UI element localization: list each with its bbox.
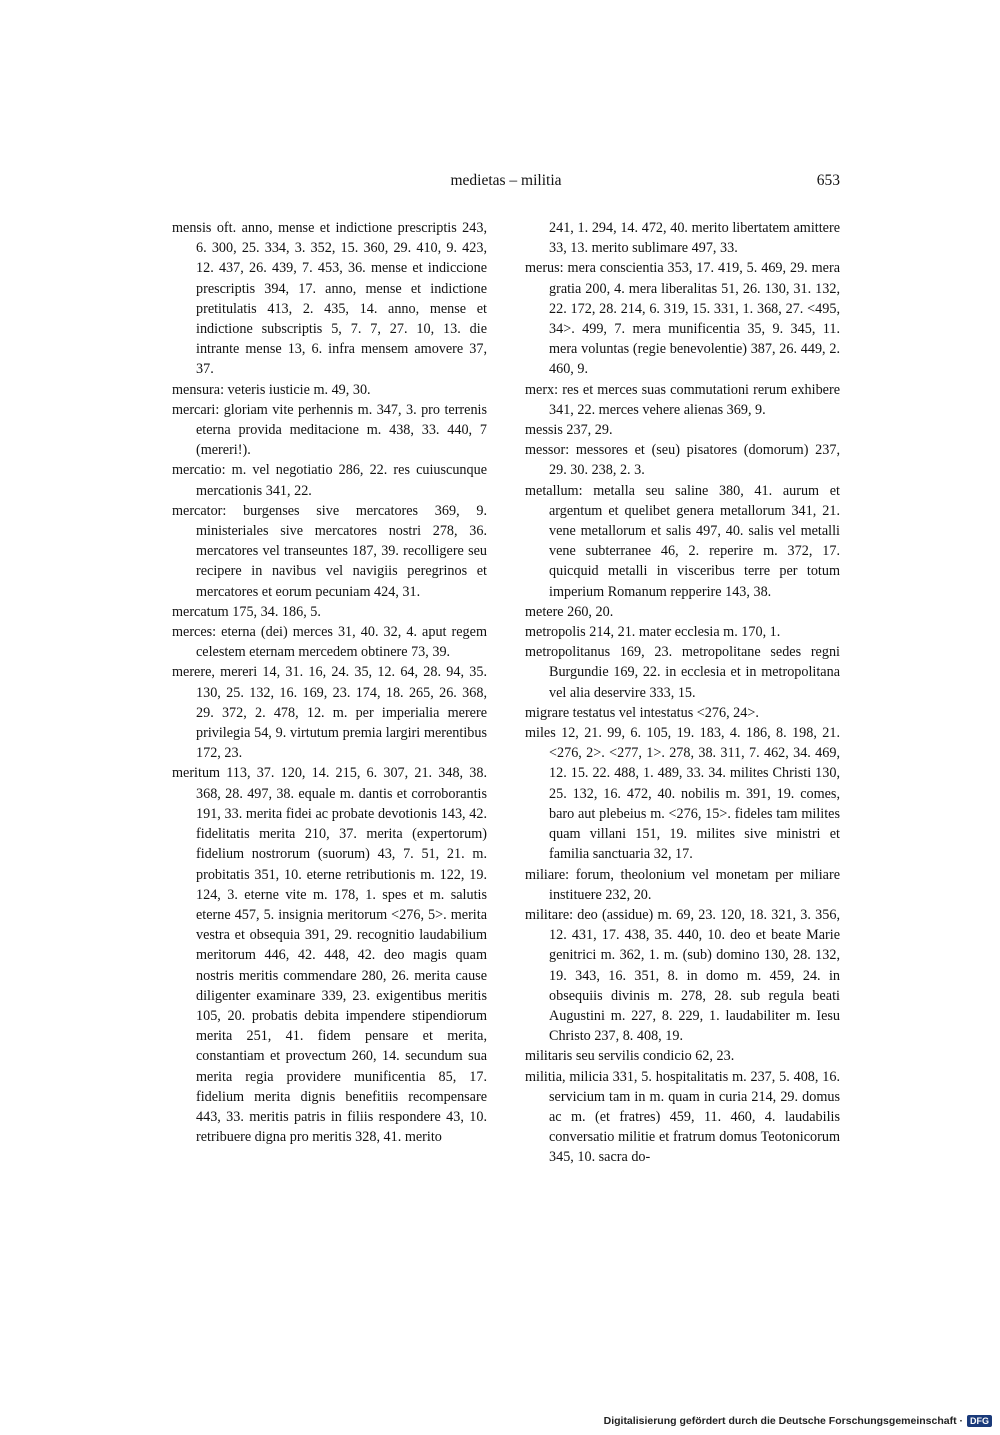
index-entry-metropolis: metropolis 214, 21. mater ecclesia m. 170, 1. — [525, 624, 781, 641]
index-entry-mensura: mensura: veteris iusticie m. 49, 30. — [172, 381, 371, 398]
index-entry-merces: merces: eterna (dei) merces 31, 40. 32, 4. aput regem celestem eternam mercedem obtinere 73, 39. — [172, 624, 487, 661]
index-entry-mercatum: mercatum 175, 34. 186, 5. — [172, 603, 321, 620]
dfg-logo: DFG — [967, 1415, 992, 1427]
index-entry-merus: merus: mera conscientia 353, 17. 419, 5. 469, 29. mera gratia 200, 4. mera liberalitas 51, 26. 130, 31. 132, 22. 172, 28. 214, 6. 319, 15. 331, 1. 368, 27. <495, 34>. 499, 7. mera munificentia 35, 9. 345, 11. mera voluntas (regie benevolentie) 387, 26. 449, 2. 460, 9. — [525, 260, 840, 378]
running-title: medietas – militia — [450, 172, 562, 189]
index-entry-mercatio: mercatio: m. vel negotiatio 286, 22. res cuiuscunque mercationis 341, 22. — [172, 462, 487, 499]
index-entry-messis: messis 237, 29. — [525, 422, 613, 439]
page-number: 653 — [816, 172, 840, 189]
index-entry-militaris: militaris seu servilis condicio 62, 23. — [525, 1048, 735, 1065]
left-column — [172, 218, 487, 1147]
index-entry-miles: miles 12, 21. 99, 6. 105, 19. 183, 4. 186, 8. 198, 21. <276, 2>. <277, 1>. 278, 38. 311, 7. 462, 34. 469, 12. 15. 22. 488, 1. 489, 33. 34. milites Christi 130, 25. 132, 16. 472, 40. nobilis m. 391, 19. comes, baro aut plebeius m. <276, 15>. fideles tam milites quam villani 151, 19. milites sive ministri et familia sanctuaria 32, 17. — [525, 725, 840, 863]
index-entry-mercator: mercator: burgenses sive mercatores 369, 9. ministeriales sive mercatores nostri 278, 36. mercatores vel transeuntes 187, 39. recolligere seu recipere in navibus vel navigiis peregrinos et mercatores et eorum pecuniam 424, 31. — [172, 502, 487, 600]
index-entry-merere: merere, mereri 14, 31. 16, 24. 35, 12. 64, 28. 94, 35. 130, 25. 132, 16. 169, 23. 174, 18. 265, 26. 368, 29. 372, 2. 478, 12. m. per imperialia merere privilegia 54, 9. virtutum premia largiri merentibus 172, 23. — [172, 664, 487, 762]
index-entry-militare: militare: deo (assidue) m. 69, 23. 120, 18. 321, 3. 356, 12. 431, 17. 438, 35. 440, 10. deo et beate Marie genitrici m. 362, 1. m. (sub) domino 130, 28. 132, 19. 343, 16. 351, 8. in domo m. 459, 24. in obsequiis divinis m. 278, 28. sub regula beati Augustini m. 227, 8. 229, 1. laudabiliter m. Iesu Christo 237, 8. 408, 19. — [525, 906, 840, 1045]
index-entry-metropolitanus: metropolitanus 169, 23. metropolitane sedes regni Burgundie 169, 22. in ecclesia et in metropolitana vel alia deservire 333, 15. — [525, 644, 840, 701]
index-entry-metere: metere 260, 20. — [525, 603, 614, 620]
index-entry-miliare: miliare: forum, theolonium vel monetam per miliare instituere 232, 20. — [525, 866, 840, 903]
index-entry-mensis: mensis oft. anno, mense et indictione prescriptis 243, 6. 300, 25. 334, 3. 352, 15. 360, 29. 410, 9. 423, 12. 437, 26. 439, 7. 453, 36. mense et indiccione prescriptis 394, 17. anno, mense et indictione pretitulatis 413, 2. 435, 14. anno, mense et indictione subscriptis 5, 7. 7, 27. 10, 13. die intrante mense 13, 6. infra mensem amovere 37, 37. — [172, 220, 487, 378]
index-entry-mercari: mercari: gloriam vite perhennis m. 347, 3. pro terrenis eterna provida meditacione m. 438, 33. 440, 7 (mereri!). — [172, 401, 487, 459]
index-entry-militia: militia, milicia 331, 5. hospitalitatis m. 237, 5. 408, 16. servicium tam in m. quam in curia 214, 29. domus ac m. (et fratres) 459, 11. 460, 4. laudabilis conversatio militie et fratrum domus Teotonicorum 345, 10. sacra do- — [525, 1068, 840, 1166]
dfg-credit — [604, 1415, 992, 1427]
running-header — [172, 172, 840, 194]
index-entry-continuation: 241, 1. 294, 14. 472, 40. merito libertatem amittere 33, 13. merito sublimare 497, 33. — [549, 220, 840, 257]
right-column — [525, 218, 840, 1168]
index-entry-migrare: migrare testatus vel intestatus <276, 24>. — [525, 704, 759, 721]
index-entry-meritum: meritum 113, 37. 120, 14. 215, 6. 307, 21. 348, 38. 368, 28. 497, 38. equale m. dantis et corroborantis 191, 33. merita fidei ac probate devotionis 143, 42. fidelitatis merita 210, 37. merita (expertorum) fidelium nostrorum (suorum) 43, 7. 51, 21. m. probitatis 351, 10. eterne retributionis m. 122, 19. 124, 3. eterne vite m. 178, 1. spes et m. salutis eterne 457, 5. insignia meritorum <276, 5>. merita vestra et obsequia 391, 29. recognitio laudabilium meritorum 446, 42. 448, 42. deo magis quam nostris meritis commendare 280, 26. merita cause diligenter examinare 339, 23. exigentibus meritis 105, 20. probatis debita impendere stipendiorum merita 251, 41. fidem pensare et merita, constantiam et provectum 260, 14. secundum sua merita regia providere munificentia 85, 17. fidelium merita dignis benefitiis recompensare 443, 33. meritis patris in filiis respondere 43, 10. retribuere digna pro meritis 328, 41. merito — [172, 765, 487, 1146]
index-entry-metallum: metallum: metalla seu saline 380, 41. aurum et argentum et quelibet genera metallorum 341, 21. vene metallorum et salis 497, 40. salis vel metalli vene subterranee 46, 2. reperire m. 372, 17. quicquid metalli in visceribus terre per totum imperium Romanum repperire 143, 38. — [525, 482, 840, 600]
dfg-credit-text: Digitalisierung gefördert durch die Deutsche Forschungsgemeinschaft · — [603, 1415, 963, 1427]
index-entry-messor: messor: messores et (seu) pisatores (domorum) 237, 29. 30. 238, 2. 3. — [525, 442, 840, 479]
index-entry-merx: merx: res et merces suas commutationi rerum exhibere 341, 22. merces vehere alienas 369, 9. — [525, 381, 840, 418]
